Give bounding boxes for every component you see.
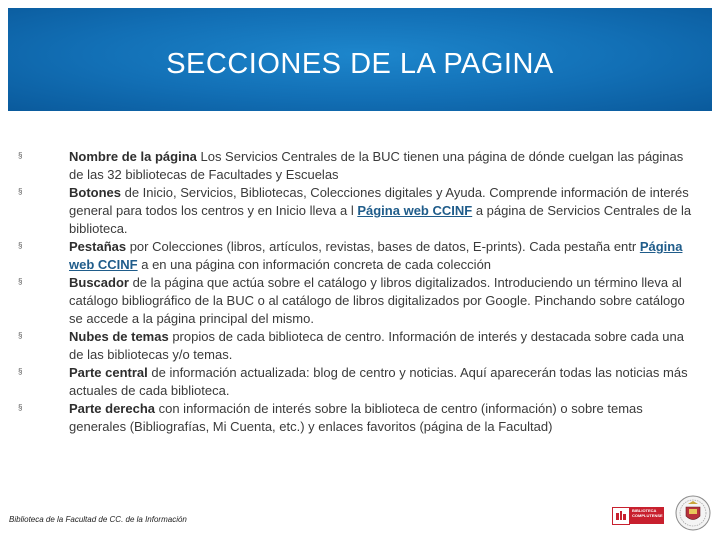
item-term: Nubes de temas	[69, 329, 169, 344]
item-text: con información de interés sobre la biblioteca de centro (información) o sobre temas generales (Bibliografías, Mi Cuenta, etc.) y enlaces favoritos (página de la Facultad)	[69, 401, 643, 434]
item-text: propios de cada biblioteca de centro. Información de interés y destacada sobre cada una de las bibliotecas y/o temas.	[69, 329, 684, 362]
bullet-icon: §	[18, 277, 23, 286]
item-text: de Inicio, Servicios, Bibliotecas, Colecciones digitales y Ayuda. Comprende información de interés general para todos los centros y en Inicio lleva a l	[69, 185, 689, 218]
item-term: Buscador	[69, 275, 129, 290]
university-seal-icon	[675, 495, 711, 531]
footer-caption: Biblioteca de la Facultad de CC. de la Información	[9, 515, 187, 524]
bullet-icon: §	[18, 403, 23, 412]
list-item	[14, 400, 694, 436]
item-text: Los Servicios Centrales de la BUC tienen una página de dónde cuelgan las páginas de las 32 bibliotecas de Facultades y Escuelas	[69, 149, 684, 182]
library-logo	[612, 504, 666, 526]
item-term: Botones	[69, 185, 121, 200]
item-term: Nombre de la página	[69, 149, 197, 164]
ccinf-link[interactable]: Página web CCINF	[357, 203, 473, 218]
item-term: Parte central	[69, 365, 148, 380]
bullet-icon: §	[18, 367, 23, 376]
item-text: de información actualizada: blog de centro y noticias. Aquí aparecerán todas las noticias más actuales de cada biblioteca.	[69, 365, 688, 398]
bullet-icon: §	[18, 331, 23, 340]
logo-mark-icon	[612, 507, 630, 525]
list-item	[14, 184, 694, 238]
sections-list	[14, 148, 694, 436]
list-item	[14, 148, 694, 184]
list-item	[14, 238, 694, 274]
item-text: por Colecciones (libros, artículos, revistas, bases de datos, E-prints). Cada pestaña entr	[126, 239, 640, 254]
logo-wordmark: BIBLIOTECA COMPLUTENSE	[630, 507, 664, 524]
bullet-icon: §	[18, 241, 23, 250]
page-title: SECCIONES DE LA PAGINA	[166, 48, 554, 80]
item-term: Pestañas	[69, 239, 127, 254]
item-text: a en una página con información concreta de cada colección	[137, 257, 492, 272]
item-text: a página de Servicios Centrales de la biblioteca.	[69, 203, 692, 236]
item-text: de la página que actúa sobre el catálogo y libros digitalizados. Introduciendo un término lleva al catálogo bibliográfico de la BUC o al catálogo de libros digitalizados por Google. Pinchando sobre catálogo se accede a la página principal del mismo.	[69, 275, 685, 326]
list-item	[14, 364, 694, 400]
bullet-icon: §	[18, 151, 23, 160]
item-term: Parte derecha	[69, 401, 155, 416]
bullet-icon: §	[18, 187, 23, 196]
list-item	[14, 274, 694, 328]
ccinf-link[interactable]: Página web CCINF	[69, 239, 683, 272]
list-item	[14, 328, 694, 364]
title-banner	[8, 8, 712, 111]
